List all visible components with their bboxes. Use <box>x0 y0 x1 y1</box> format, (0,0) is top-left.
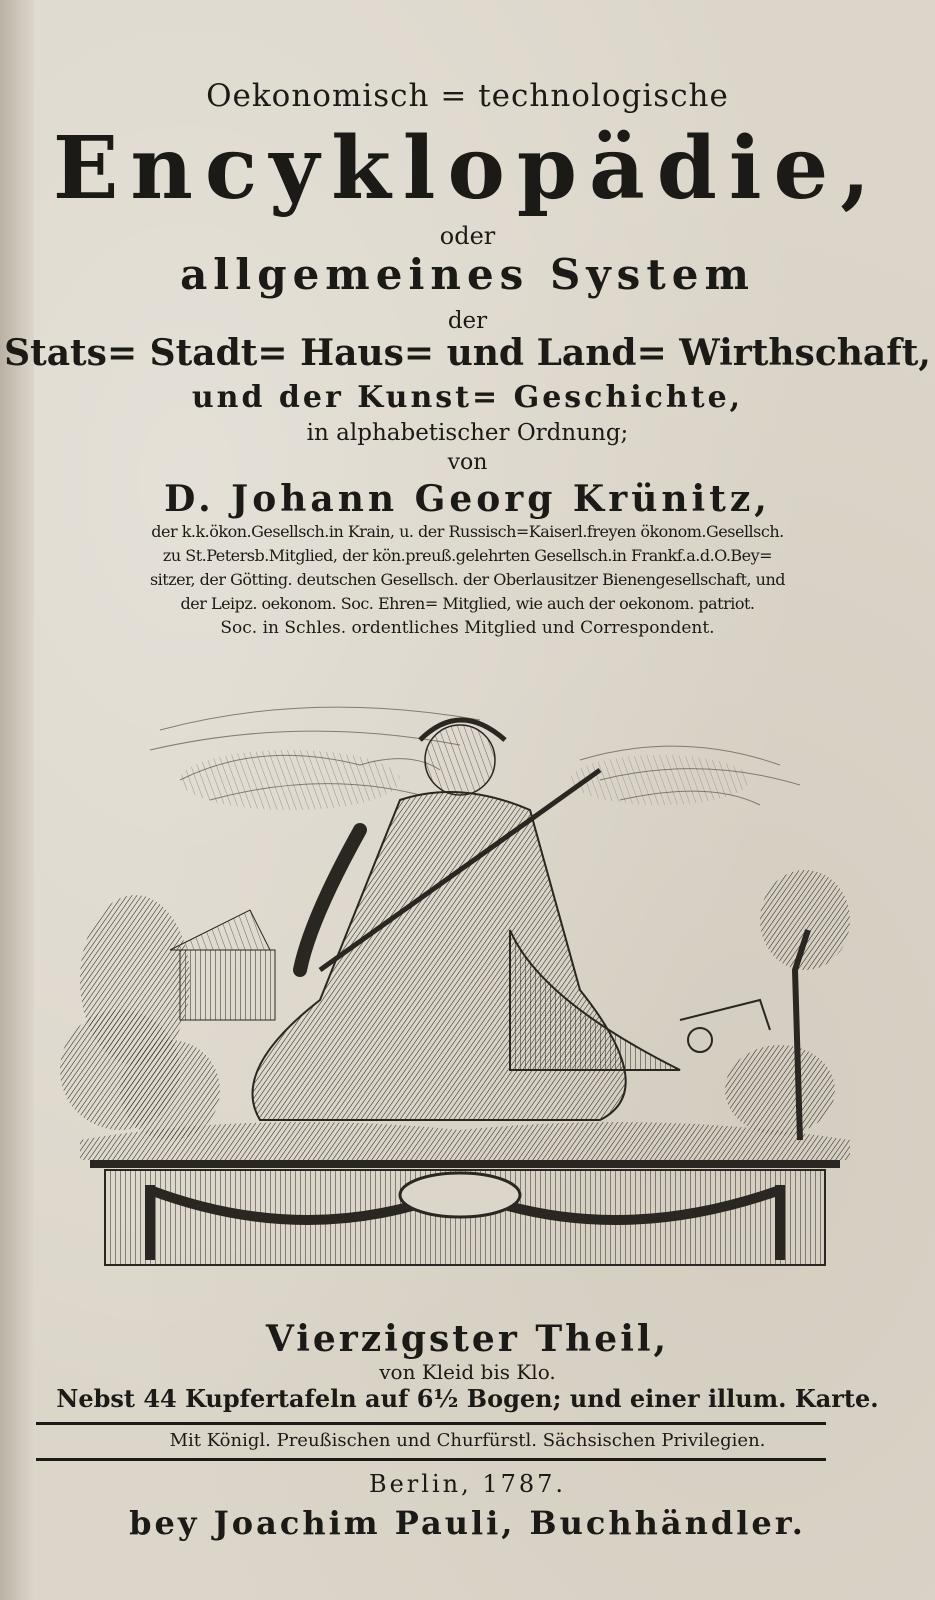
plough <box>680 1000 770 1052</box>
privilege-line: Mit Königl. Preußischen und Churfürstl. Sächsischen Privilegien. <box>169 1430 766 1451</box>
conjunction-oder: oder <box>439 222 496 250</box>
article-der: der <box>447 308 488 334</box>
volume-range: von Kleid bis Klo. <box>379 1360 556 1384</box>
system-line: allgemeines System <box>180 250 755 299</box>
rule-bottom <box>36 1458 826 1461</box>
barn <box>170 910 275 1020</box>
author-credentials-4: der Leipz. oekonom. Soc. Ehren= Mitglied, wie auch der oekonom. patriot. <box>180 594 755 613</box>
author-credentials-3: sitzer, der Götting. deutschen Gesellsch. der Oberlausitzer Bienengesellschaft, und <box>149 570 786 589</box>
von-line: von <box>447 450 488 475</box>
plinth <box>90 1160 840 1265</box>
engraved-vignette <box>60 670 870 1300</box>
volume-number: Vierzigster Theil, <box>265 1318 670 1360</box>
main-title: Encyklopädie, <box>52 118 883 219</box>
author-credentials-5: Soc. in Schles. ordentliches Mitglied und Correspondent. <box>220 618 715 638</box>
imprint-place-year: Berlin, 1787. <box>368 1470 567 1498</box>
rule-top <box>36 1422 826 1425</box>
subtitle: Oekonomisch = technologische <box>206 78 729 114</box>
art-history-line: und der Kunst= Geschichte, <box>191 380 744 415</box>
author-credentials-2: zu St.Petersb.Mitglied, der kön.preuß.gelehrten Gesellsch.in Frankf.a.d.O.Bey= <box>162 546 773 565</box>
ground <box>80 1122 850 1160</box>
plates-note: Nebst 44 Kupfertafeln auf 6½ Bogen; und einer illum. Karte. <box>56 1384 879 1413</box>
alphabetical-line: in alphabetischer Ordnung; <box>306 420 629 446</box>
imprint-publisher: bey Joachim Pauli, Buchhändler. <box>129 1504 806 1542</box>
author-name: D. Johann Georg Krünitz, <box>164 478 771 520</box>
economy-line: Stats= Stadt= Haus= und Land= Wirthschaft, <box>4 332 931 374</box>
author-credentials-1: der k.k.ökon.Gesellsch.in Krain, u. der Russisch=Kaiserl.freyen ökonom.Gesellsch. <box>151 522 784 541</box>
